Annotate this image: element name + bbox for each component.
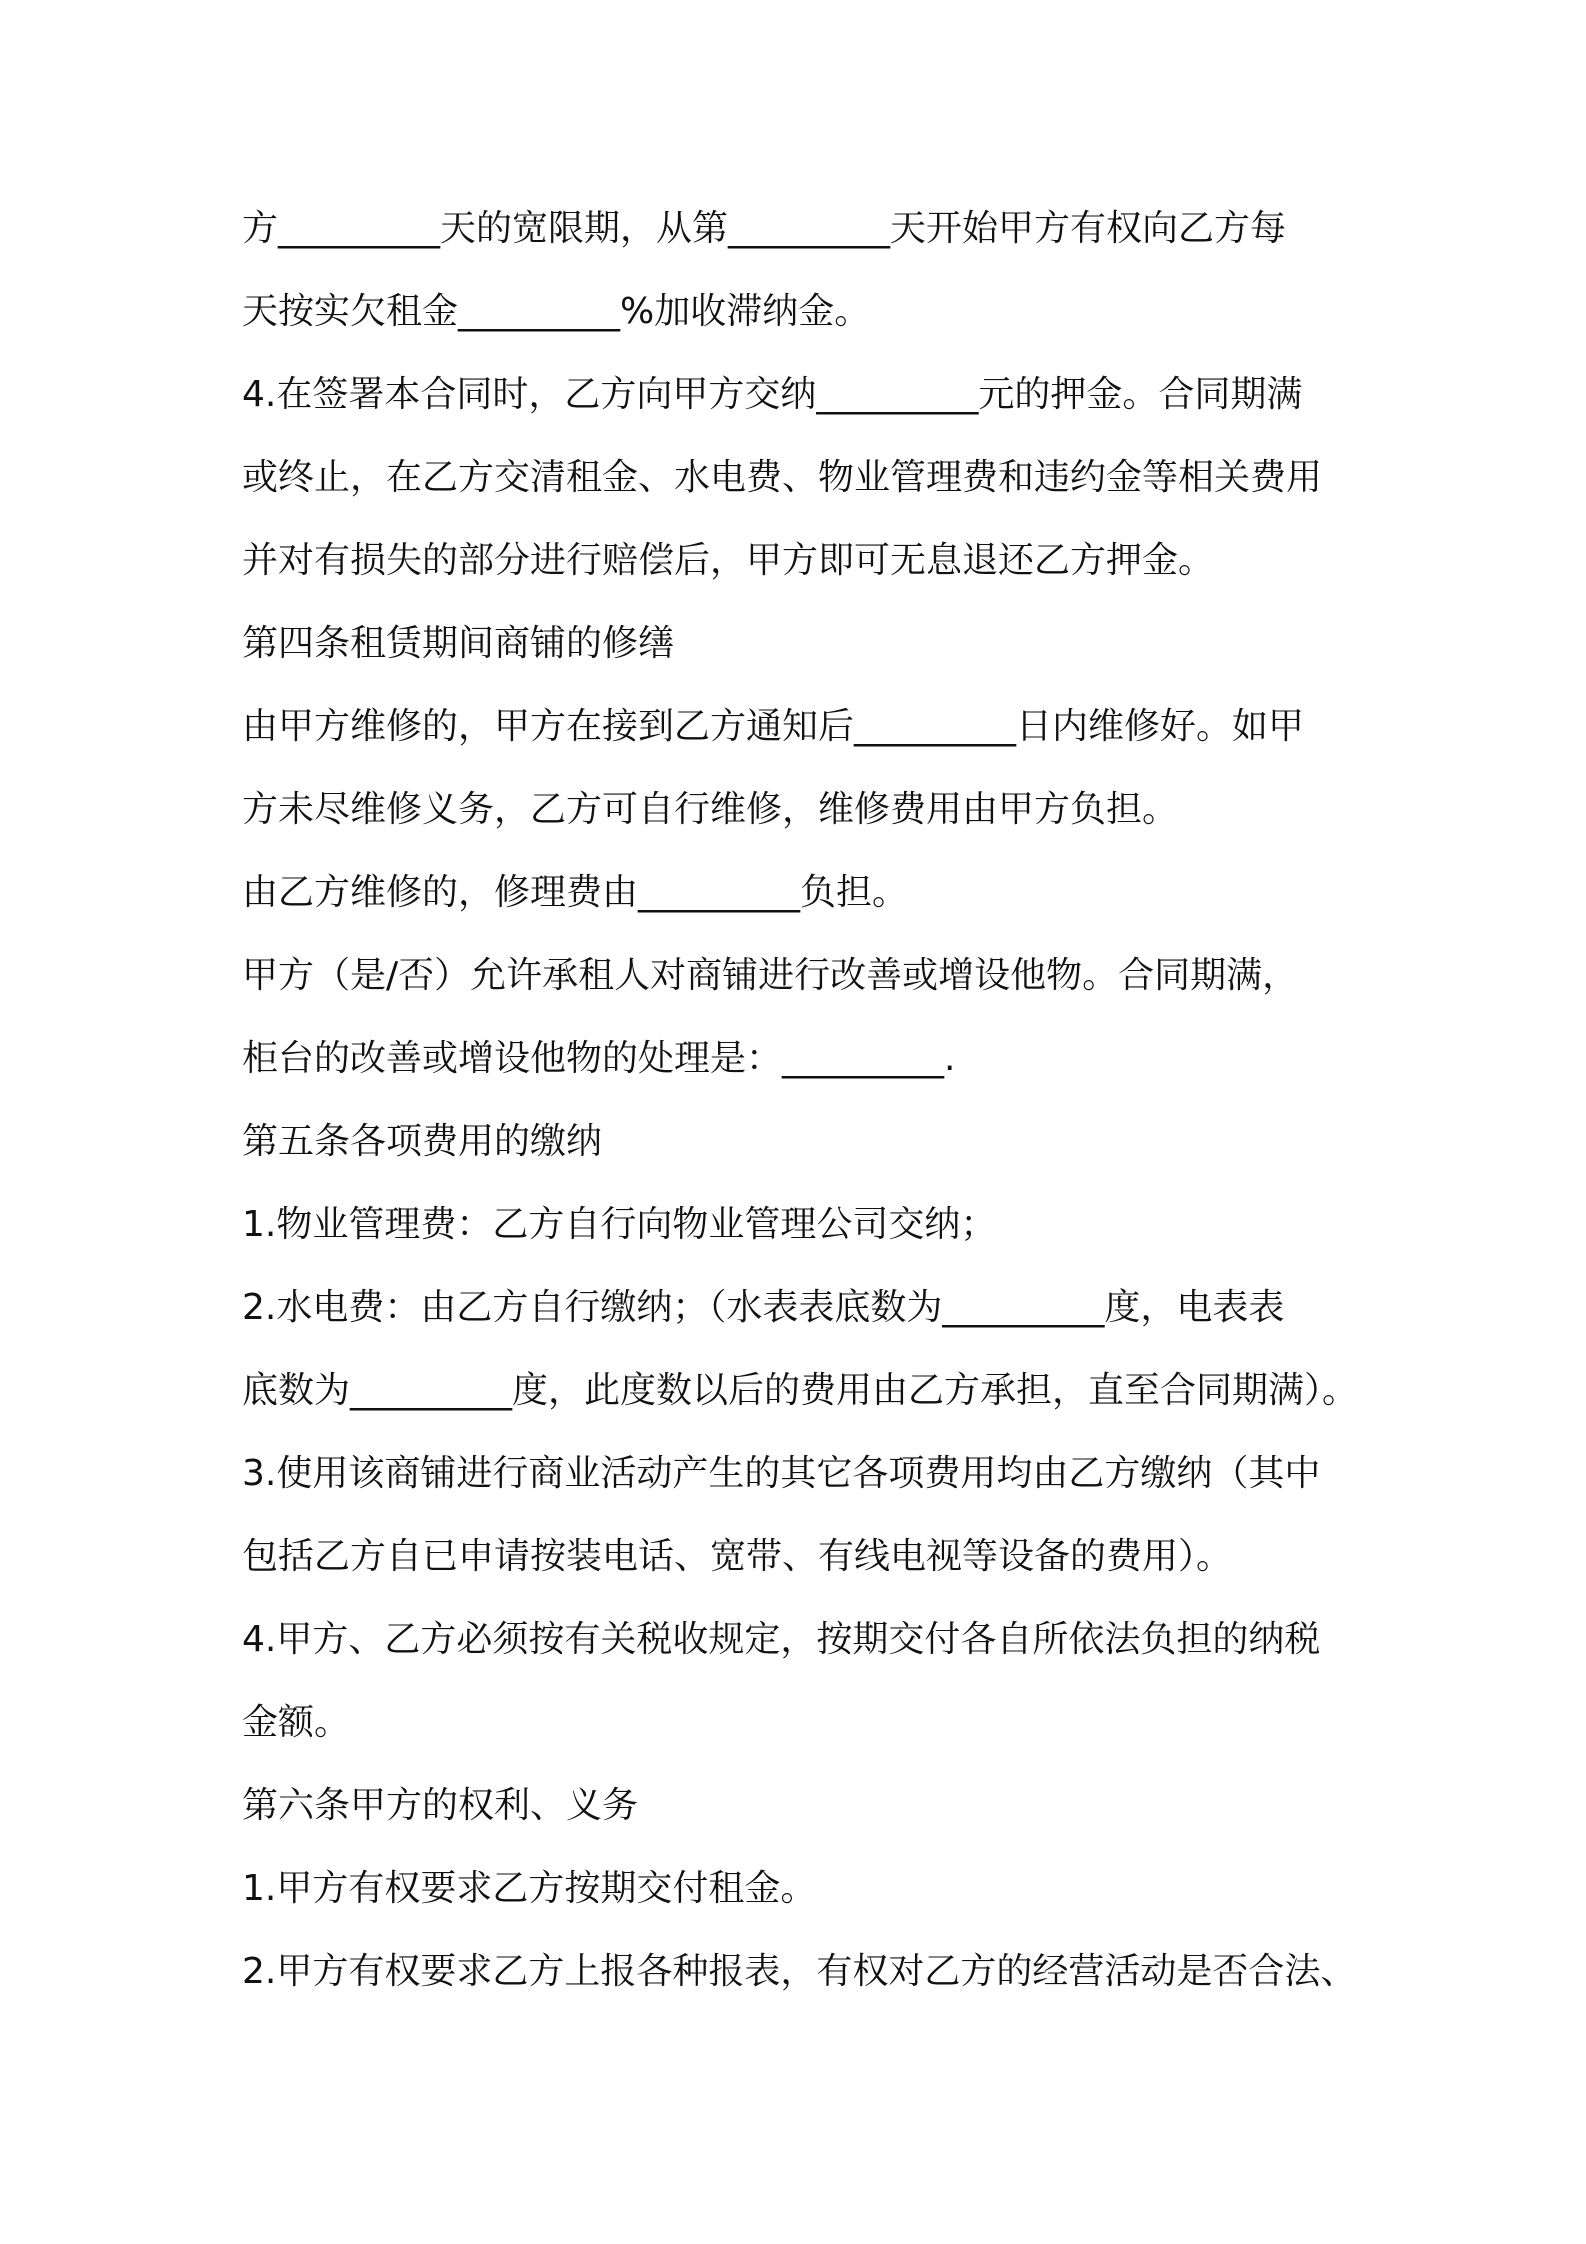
section-heading: 第四条租赁期间商铺的修缮 — [242, 623, 675, 664]
text-line: 1.甲方有权要求乙方按期交付租金。 — [242, 1868, 817, 1909]
text-line: 底数为_________度，此度数以后的费用由乙方承担，直至合同期满）。 — [242, 1370, 1359, 1411]
text-line: 甲方（是/否）允许承租人对商铺进行改善或增设他物。合同期满， — [242, 955, 1299, 996]
text-line: 由乙方维修的，修理费由_________负担。 — [242, 872, 909, 913]
text-line: 天按实欠租金_________%加收滞纳金。 — [242, 291, 871, 332]
text-line: 3.使用该商铺进行商业活动产生的其它各项费用均由乙方缴纳（其中 — [242, 1453, 1321, 1494]
text-line: 由甲方维修的，甲方在接到乙方通知后_________日内维修好。如甲 — [242, 706, 1305, 747]
text-line: 柜台的改善或增设他物的处理是：_________. — [242, 1038, 956, 1079]
text-line: 4.甲方、乙方必须按有关税收规定，按期交付各自所依法负担的纳税 — [242, 1619, 1321, 1660]
text-line: 包括乙方自已申请按装电话、宽带、有线电视等设备的费用）。 — [242, 1536, 1233, 1577]
text-line: 并对有损失的部分进行赔偿后，甲方即可无息退还乙方押金。 — [242, 540, 1215, 581]
text-line: 方_________天的宽限期，从第_________天开始甲方有权向乙方每 — [242, 208, 1287, 249]
text-line: 2.甲方有权要求乙方上报各种报表，有权对乙方的经营活动是否合法、 — [242, 1951, 1357, 1992]
text-line: 4.在签署本合同时，乙方向甲方交纳_________元的押金。合同期满 — [242, 374, 1303, 415]
text-line: 金额。 — [242, 1702, 351, 1743]
section-heading: 第六条甲方的权利、义务 — [242, 1785, 639, 1826]
text-line: 2.水电费：由乙方自行缴纳；（水表表底数为_________度，电表表 — [242, 1287, 1285, 1328]
text-line: 或终止，在乙方交清租金、水电费、物业管理费和违约金等相关费用 — [242, 457, 1323, 498]
text-line: 1.物业管理费：乙方自行向物业管理公司交纳； — [242, 1204, 997, 1245]
text-line: 方未尽维修义务，乙方可自行维修，维修费用由甲方负担。 — [242, 789, 1179, 830]
section-heading: 第五条各项费用的缴纳 — [242, 1121, 603, 1162]
